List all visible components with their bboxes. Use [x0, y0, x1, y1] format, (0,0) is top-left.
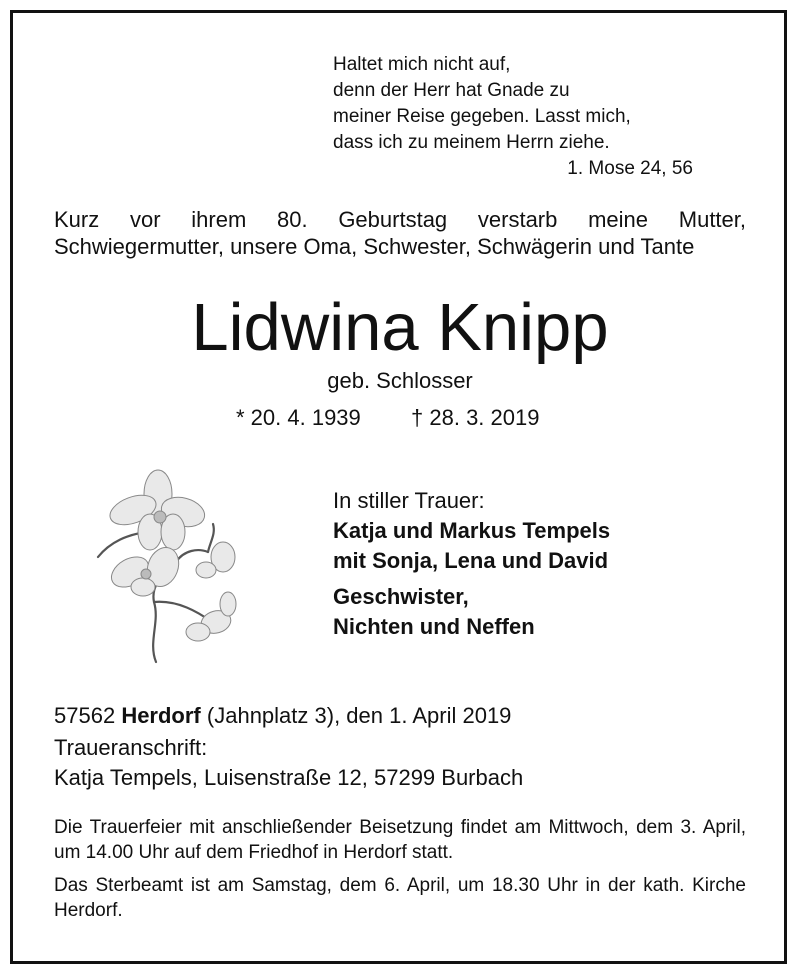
mourners-block: [333, 486, 610, 642]
funeral-notice: Die Trauerfeier mit anschließender Beisetzung findet am Mittwoch, dem 3. April, um 14.00 Uhr auf dem Friedhof in Herdorf statt.: [54, 817, 746, 863]
verse-line: meiner Reise gegeben. Lasst mich,: [333, 106, 631, 127]
verse-line: Haltet mich nicht auf,: [333, 54, 511, 75]
mourner-line: mit Sonja, Lena und David: [333, 548, 609, 573]
mourner-line: Nichten und Neffen: [333, 614, 535, 639]
birth-name: geb. Schlosser: [327, 368, 473, 393]
birth-date: * 20. 4. 1939: [236, 405, 361, 430]
mass-notice: Das Sterbeamt ist am Samstag, dem 6. April, um 18.30 Uhr in der kath. Kirche Herdorf.: [54, 875, 746, 921]
place-date-rest: (Jahnplatz 3), den 1. April 2019: [206, 703, 512, 728]
bible-verse: [333, 52, 693, 182]
town: Herdorf: [121, 703, 201, 728]
zip-code: 57562: [54, 703, 116, 728]
verse-line: denn der Herr hat Gnade zu: [333, 80, 570, 101]
place-and-address: [54, 701, 523, 793]
verse-line: dass ich zu meinem Herrn ziehe.: [333, 132, 610, 153]
mourner-line: Geschwister,: [333, 584, 469, 609]
address-value: Katja Tempels, Luisenstraße 12, 57299 Burbach: [54, 765, 524, 790]
death-date: † 28. 3. 2019: [411, 405, 540, 430]
intro-text: Kurz vor ihrem 80. Geburtstag verstarb meine Mutter, Schwiegermutter, unsere Oma, Schwester, Schwägerin und Tante: [54, 207, 746, 259]
mourner-line: Katja und Markus Tempels: [333, 518, 611, 543]
deceased-name: Lidwina Knipp: [191, 290, 609, 365]
verse-reference: 1. Mose 24, 56: [567, 158, 693, 179]
address-label: Traueranschrift:: [54, 735, 208, 760]
place-date: [54, 701, 523, 731]
mourners-heading: In stiller Trauer:: [333, 488, 485, 513]
life-dates: [236, 405, 539, 431]
orchid-icon: [88, 462, 253, 667]
